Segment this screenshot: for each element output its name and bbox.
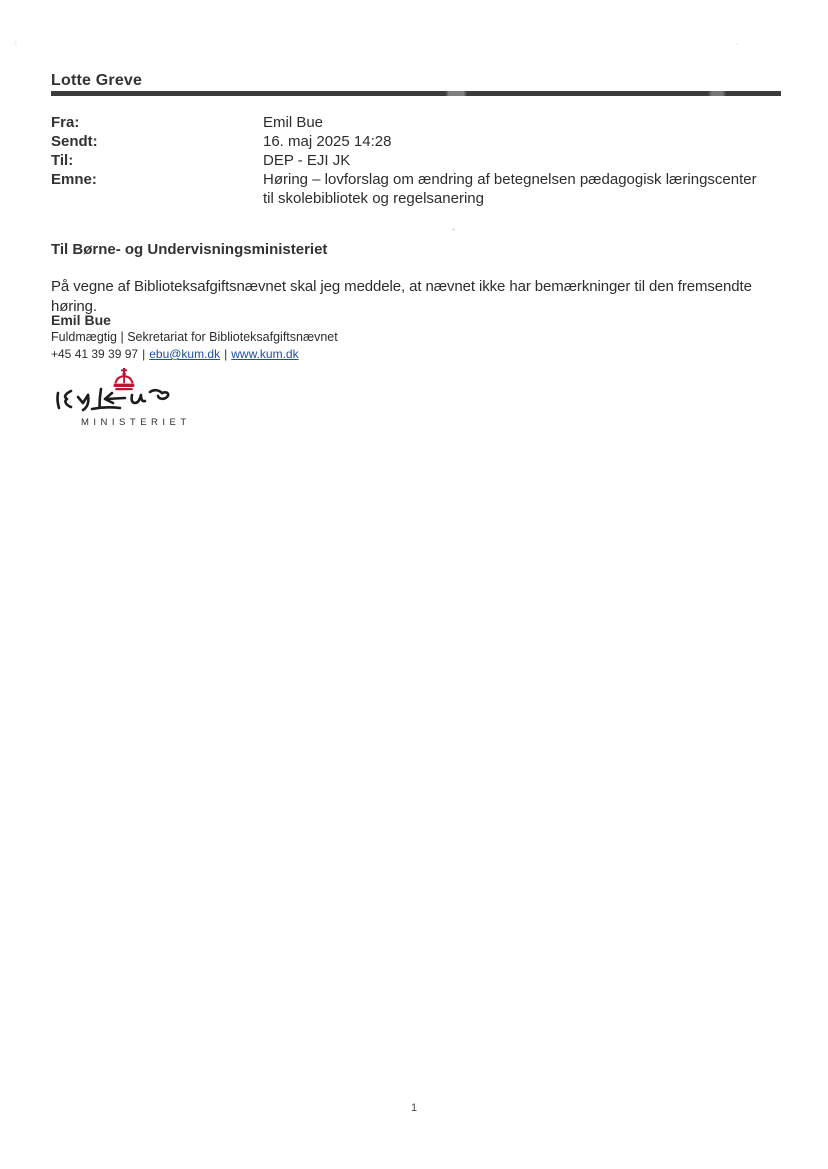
signature-contact-line [51, 347, 299, 361]
sent-value: 16. maj 2025 14:28 [263, 133, 392, 150]
from-label: Fra: [51, 114, 80, 131]
subject-label: Emne: [51, 171, 97, 188]
signature-name: Emil Bue [51, 312, 111, 328]
scan-speck [735, 43, 739, 45]
header-row-from [51, 113, 791, 132]
subject-value: Høring – lovforslag om ændring af betegnelsen pædagogisk læringscenter til skolebibliotek og regelsanering [263, 171, 757, 207]
signature-phone: +45 41 39 39 97 [51, 347, 139, 361]
from-value: Emil Bue [263, 114, 324, 131]
website-link[interactable]: www.kum.dk [231, 347, 299, 361]
header-row-sent [51, 132, 791, 151]
scan-speck [452, 228, 455, 231]
contact-separator: | [142, 347, 146, 361]
to-label: Til: [51, 152, 74, 169]
ministeriet-label: MINISTERIET [81, 417, 191, 428]
page-title: Lotte Greve [51, 72, 143, 89]
email-header-fields [51, 113, 791, 208]
signature-title: Fuldmægtig | Sekretariat for Biblioteksafgiftsnævnet [51, 330, 338, 344]
page-number: 1 [410, 1102, 418, 1114]
scan-speck [14, 40, 17, 46]
title-divider [51, 91, 781, 96]
salutation-text: Til Børne- og Undervisningsministeriet [51, 241, 328, 258]
sent-label: Sendt: [51, 133, 98, 150]
email-link[interactable]: ebu@kum.dk [149, 347, 221, 361]
to-value: DEP - EJI JK [263, 152, 351, 169]
header-row-subject [51, 170, 791, 208]
body-paragraph: På vegne af Biblioteksafgiftsnævnet skal jeg meddele, at nævnet ikke har bemærkninger til den fremsendte høring. [51, 278, 752, 315]
header-row-to [51, 151, 791, 170]
contact-separator: | [224, 347, 228, 361]
kulturministeriet-logo [54, 366, 194, 432]
kultur-scribble-logo [54, 384, 176, 418]
